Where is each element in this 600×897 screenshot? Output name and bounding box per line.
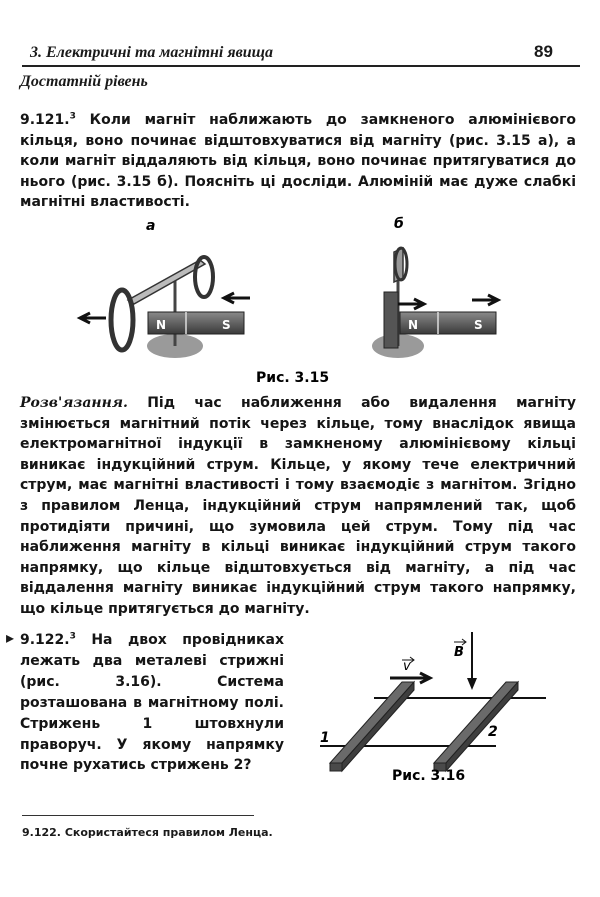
rod-2-side [446, 682, 518, 771]
margin-marker: ▸ [6, 628, 15, 647]
arrow-right-icon [398, 299, 424, 309]
footnote-number: 9.122. [22, 826, 61, 839]
problem-text: На двох провідниках лежать два металеві стрижні (рис. 3.16). Система розташована в магнітному полі. Стрижень 1 штовхнули праворуч. У якому напрямку почне рухатись стрижень 2? [20, 632, 284, 774]
solution-block [20, 393, 576, 620]
difficulty-superscript: 3 [69, 111, 76, 122]
rod-1 [330, 682, 414, 763]
figure-label-b: б [394, 216, 404, 232]
field-label: B [454, 645, 464, 660]
level-heading: Достатній рівень [20, 73, 148, 90]
arrow-right-icon [472, 295, 498, 305]
header-divider [22, 65, 580, 67]
solution-text: Під час наближення або видалення магніту змінюється магнітний потік через кільце, тому внаслідок явища електромагнітної індукції в замкненому алюмінієвому кільці виникає індукційний струм. Кільце, у якому тече електричний струм, має магнітні властивості і тому взаємодіє з магнітом. Згідно з правилом Ленца, індукційний струм напрямлений так, щоб протидіяти причині, що зумовила цей струм. Тому під час наближення магніту в кільці виникає індукційний струм такого напрямку, що кільце відштовхується від магніту, а під час віддалення магніту виникає індукційний струм такого напрямку, що кільце притягується до магніту. [20, 395, 576, 617]
figure-3-16-caption: Рис. 3.16 [392, 768, 466, 784]
footnote-text: Скористайтеся правилом Ленца. [64, 826, 273, 839]
problem-9-122 [20, 630, 284, 776]
figure-a-apparatus [80, 257, 250, 358]
rod-1-label: 1 [320, 730, 330, 746]
footnote-divider [22, 815, 254, 816]
footnote [22, 826, 273, 839]
field-arrowhead-icon [467, 678, 477, 690]
aluminium-ring-icon [111, 290, 133, 350]
difficulty-superscript: 3 [69, 631, 76, 642]
pole-n-label: N [156, 318, 167, 332]
rod-2-label: 2 [488, 724, 498, 740]
rod-1-end [330, 763, 342, 771]
arrow-left-icon [80, 313, 106, 323]
solution-label: Розв'язання. [20, 395, 128, 411]
running-header-title: 3. Електричні та магнітні явища [30, 44, 273, 61]
figure-3-15-caption: Рис. 3.15 [256, 370, 330, 386]
aluminium-ring-icon [384, 292, 398, 348]
problem-number: 9.121. [20, 112, 70, 128]
figure-label-a: а [146, 218, 156, 234]
problem-number: 9.122. [20, 632, 70, 648]
rod-1-side [342, 682, 414, 771]
rod-2 [434, 682, 518, 763]
page-number: 89 [534, 42, 553, 61]
figure-b-apparatus [372, 248, 498, 358]
problem-9-121 [20, 110, 576, 213]
pole-s-label: S [474, 318, 483, 332]
pole-s-label: S [222, 318, 231, 332]
velocity-label: v [403, 659, 411, 674]
problem-text: Коли магніт наближають до замкненого алюмінієвого кільця, воно починає відштовхуватися від магніту (рис. 3.15 а), а коли магніт віддаляють від кільця, воно починає притягуватися до нього (рис. 3.15 б). Поясніть ці досліди. Алюміній має дуже слабкі магнітні властивості. [20, 112, 577, 211]
pole-n-label: N [408, 318, 419, 332]
figure-3-15 [60, 212, 530, 392]
arrow-left-icon [224, 293, 250, 303]
figure-3-16 [300, 628, 570, 788]
